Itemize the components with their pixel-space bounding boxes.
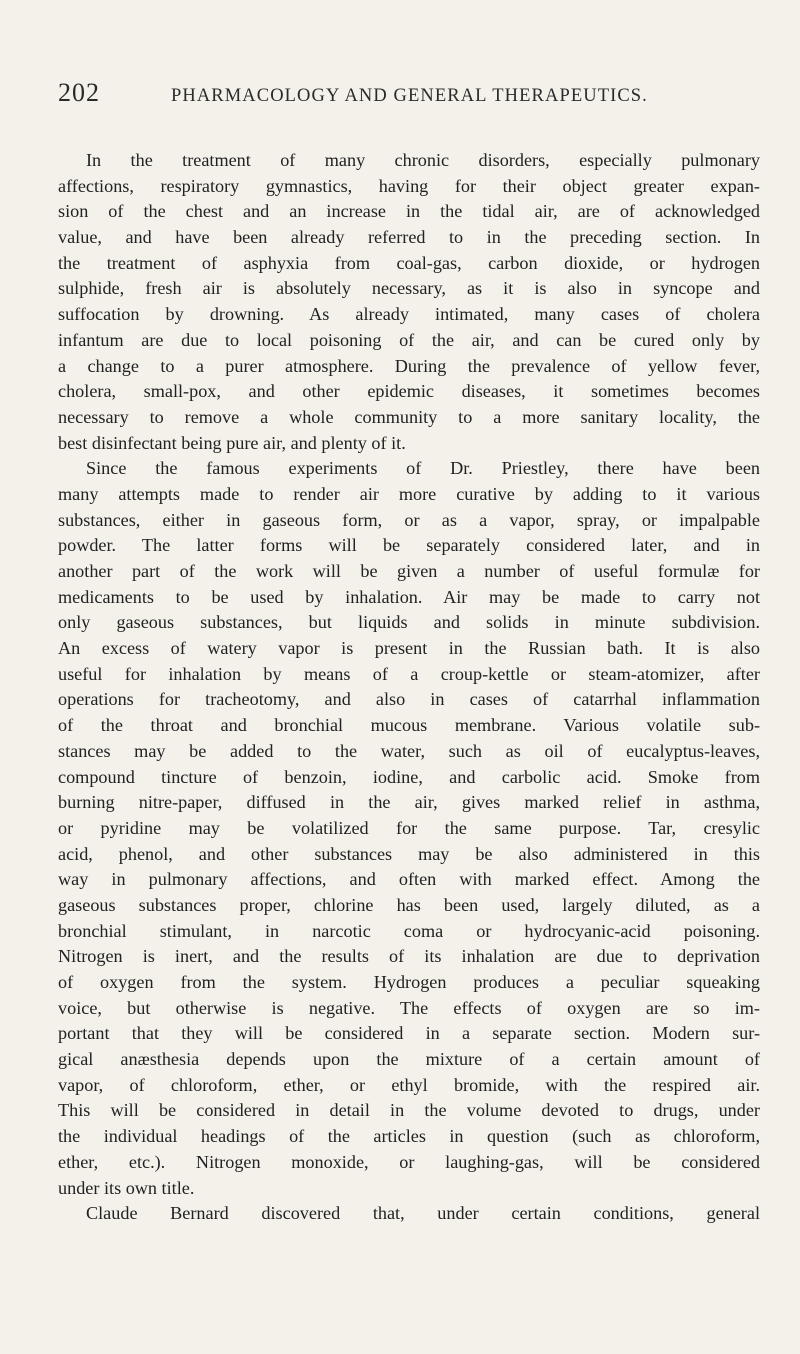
text-line: medicaments to be used by inhalation. Air may be made to carry not <box>58 586 760 607</box>
text-line: many attempts made to render air more curative by adding to it various <box>58 483 760 504</box>
text-line: best disinfectant being pure air, and plenty of it. <box>58 432 406 453</box>
text-line: gaseous substances proper, chlorine has been used, largely diluted, as a <box>58 894 760 915</box>
text-line: An excess of watery vapor is present in the Russian bath. It is also <box>58 638 760 659</box>
text-line: a change to a purer atmosphere. During the prevalence of yellow fever, <box>58 355 760 376</box>
text-line: portant that they will be considered in a separate section. Modern sur- <box>58 1023 760 1044</box>
page-number: 202 <box>58 78 100 107</box>
text-line: Claude Bernard discovered that, under certain conditions, general <box>86 1203 760 1224</box>
text-line: useful for inhalation by means of a croup-kettle or steam-atomizer, after <box>58 663 760 684</box>
text-line: sion of the chest and an increase in the tidal air, are of acknowledged <box>58 201 760 222</box>
text-line: bronchial stimulant, in narcotic coma or hydrocyanic-acid poisoning. <box>58 920 760 941</box>
text-line: acid, phenol, and other substances may be also administered in this <box>58 843 760 864</box>
running-title: PHARMACOLOGY AND GENERAL THERAPEUTICS. <box>171 86 648 106</box>
text-line: of oxygen from the system. Hydrogen produces a peculiar squeaking <box>58 972 760 992</box>
text-line: Since the famous experiments of Dr. Priestley, there have been <box>86 458 760 479</box>
text-line: the individual headings of the articles in question (such as chloroform, <box>58 1126 760 1147</box>
text-line: vapor, of chloroform, ether, or ethyl bromide, with the respired air. <box>58 1074 760 1095</box>
text-line: way in pulmonary affections, and often with marked effect. Among the <box>58 869 760 890</box>
text-line: In the treatment of many chronic disorders, especially pulmonary <box>86 150 760 170</box>
text-line: affections, respiratory gymnastics, having for their object greater expan- <box>58 175 760 196</box>
text-line: sulphide, fresh air is absolutely necessary, as it is also in syncope and <box>58 278 760 299</box>
text-line: suffocation by drowning. As already intimated, many cases of cholera <box>58 304 760 325</box>
text-line: gical anæsthesia depends upon the mixture of a certain amount of <box>58 1049 760 1070</box>
body-text <box>58 148 760 1227</box>
text-line: of the throat and bronchial mucous membrane. Various volatile sub- <box>58 715 760 736</box>
text-line: ether, etc.). Nitrogen monoxide, or laughing-gas, will be considered <box>58 1151 760 1172</box>
text-line: value, and have been already referred to in the preceding section. In <box>58 227 760 248</box>
text-line: compound tincture of benzoin, iodine, and carbolic acid. Smoke from <box>58 766 760 787</box>
page-header <box>58 78 758 118</box>
text-line: or pyridine may be volatilized for the same purpose. Tar, cresylic <box>58 817 760 838</box>
text-line: infantum are due to local poisoning of the air, and can be cured only by <box>58 329 760 350</box>
text-line: This will be considered in detail in the volume devoted to drugs, under <box>58 1100 760 1121</box>
text-line: necessary to remove a whole community to a more sanitary locality, the <box>58 406 760 427</box>
text-line: only gaseous substances, but liquids and solids in minute subdivision. <box>58 612 760 633</box>
text-line: powder. The latter forms will be separately considered later, and in <box>58 535 760 556</box>
text-line: under its own title. <box>58 1177 195 1198</box>
text-line: the treatment of asphyxia from coal-gas, carbon dioxide, or hydrogen <box>58 252 760 273</box>
text-line: cholera, small-pox, and other epidemic diseases, it sometimes becomes <box>58 381 760 402</box>
text-line: operations for tracheotomy, and also in cases of catarrhal inflammation <box>58 689 760 710</box>
text-line: stances may be added to the water, such as oil of eucalyptus-leaves, <box>58 740 760 761</box>
text-line: substances, either in gaseous form, or as a vapor, spray, or impalpable <box>58 509 760 530</box>
text-line: burning nitre-paper, diffused in the air, gives marked relief in asthma, <box>58 792 760 813</box>
text-line: voice, but otherwise is negative. The effects of oxygen are so im- <box>58 997 760 1018</box>
text-line: Nitrogen is inert, and the results of its inhalation are due to deprivation <box>58 946 760 967</box>
text-line: another part of the work will be given a number of useful formulæ for <box>58 561 760 581</box>
